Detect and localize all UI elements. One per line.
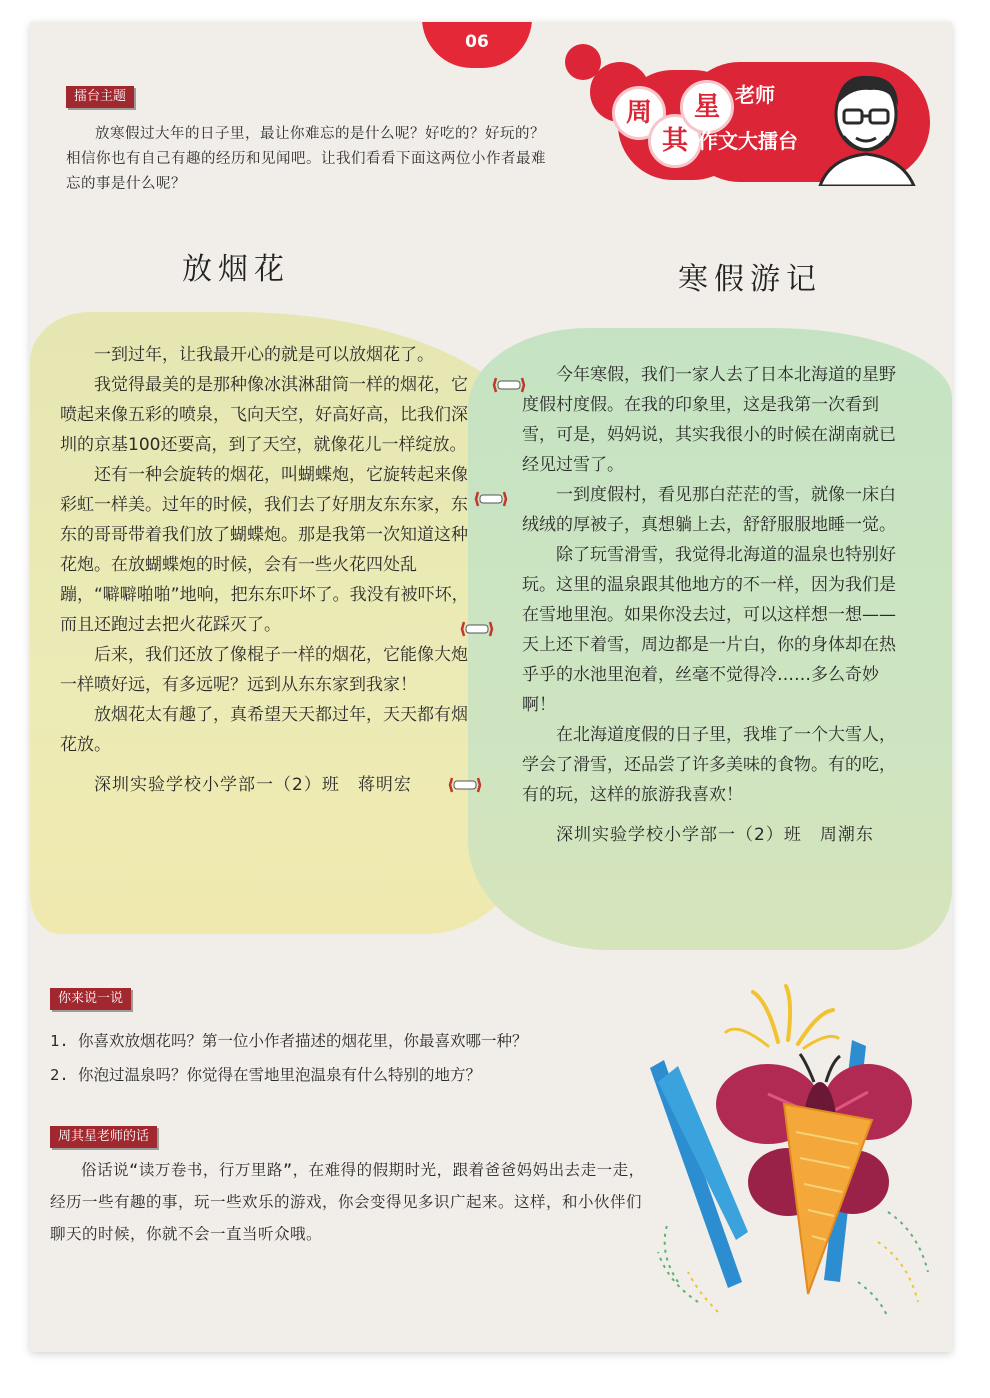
binder-clip-icon xyxy=(460,620,494,638)
page-number-tab xyxy=(422,22,532,68)
discussion-questions xyxy=(50,1024,640,1092)
binder-clip-icon xyxy=(448,776,482,794)
article-paragraph: 后来，我们还放了像棍子一样的烟花，它能像大炮一样喷好远，有多远呢？远到从东东家到我家！ xyxy=(60,645,468,695)
logo-glyph-zhou: 周 xyxy=(612,86,666,140)
binder-clip-icon xyxy=(474,490,508,508)
article-paragraph: 一到度假村，看见那白茫茫的雪，就像一床白绒绒的厚被子，真想躺上去，舒舒服服地睡一觉。 xyxy=(522,485,896,535)
article-paragraph: 今年寒假，我们一家人去了日本北海道的星野度假村度假。在我的印象里，这是我第一次看到雪，可是，妈妈说，其实我很小的时候在湖南就已经见过雪了。 xyxy=(522,365,896,475)
article-paragraph: 在北海道度假的日子里，我堆了一个大雪人，学会了滑雪，还品尝了许多美味的食物。有的吃，有的玩，这样的旅游我喜欢！ xyxy=(522,725,896,805)
logo-glyph-qi: 其 xyxy=(648,114,702,168)
article-paragraph: 除了玩雪滑雪，我觉得北海道的温泉也特别好玩。这里的温泉跟其他地方的不一样，因为我们是在雪地里泡。如果你没去过，可以这样想一想——天上还下着雪，周边都是一片白，你的身体却在热乎乎的水池里泡着，丝毫不觉得冷……多么奇妙啊！ xyxy=(522,545,896,715)
topic-intro-text: 放寒假过大年的日子里，最让你难忘的是什么呢？好吃的？好玩的？相信你也有自己有趣的经历和见闻吧。让我们看看下面这两位小作者最难忘的事是什么呢？ xyxy=(66,126,546,192)
discussion-question: 2. 你泡过温泉吗？你觉得在雪地里泡温泉有什么特别的地方？ xyxy=(50,1066,481,1084)
page-number: 06 xyxy=(465,32,489,52)
article-left-signature: 深圳实验学校小学部一（2）班 蒋明宏 xyxy=(94,775,412,795)
article-paragraph: 放烟花太有趣了，真希望天天都过年，天天都有烟花放。 xyxy=(60,705,468,755)
teacher-words-text: 俗话说“读万卷书，行万里路”，在难得的假期时光，跟着爸爸妈妈出去走一走，经历一些有趣的事，玩一些欢乐的游戏，你会变得见多识广起来。这样，和小伙伴们聊天的时候，你就不会一直当听众哦。 xyxy=(50,1161,645,1243)
teacher-portrait-illustration xyxy=(810,66,922,186)
topic-tag: 擂台主题 xyxy=(66,86,134,108)
logo-teacher-label: 老师 xyxy=(735,83,775,107)
article-right-body xyxy=(522,360,906,850)
magazine-page xyxy=(30,22,952,1352)
article-paragraph: 一到过年，让我最开心的就是可以放烟花了。 xyxy=(94,345,434,365)
binder-clip-icon xyxy=(492,376,526,394)
butterfly-firework-illustration xyxy=(618,982,938,1322)
discussion-tag: 你来说一说 xyxy=(50,988,131,1010)
article-left-title: 放烟花 xyxy=(182,252,290,287)
article-paragraph: 我觉得最美的是那种像冰淇淋甜筒一样的烟花，它喷起来像五彩的喷泉，飞向天空，好高好高，比我们深圳的京基100还要高，到了天空，就像花儿一样绽放。 xyxy=(60,375,468,455)
discussion-question: 1. 你喜欢放烟花吗？第一位小作者描述的烟花里，你最喜欢哪一种？ xyxy=(50,1032,528,1050)
article-right-title: 寒假游记 xyxy=(678,262,822,297)
teacher-words-tag: 周其星老师的话 xyxy=(50,1126,157,1148)
logo-column-title: 作文大擂台 xyxy=(698,129,798,153)
article-right-signature: 深圳实验学校小学部一（2）班 周潮东 xyxy=(556,825,874,845)
article-left-body xyxy=(60,340,472,800)
article-paragraph: 还有一种会旋转的烟花，叫蝴蝶炮，它旋转起来像彩虹一样美。过年的时候，我们去了好朋友东东家，东东的哥哥带着我们放了蝴蝶炮。那是我第一次知道这种花炮。在放蝴蝶炮的时候，会有一些火花四处乱蹦，“噼噼啪啪”地响，把东东吓坏了。我没有被吓坏，而且还跑过去把火花踩灭了。 xyxy=(60,465,469,635)
logo-glyph-xing: 星 xyxy=(680,80,734,134)
